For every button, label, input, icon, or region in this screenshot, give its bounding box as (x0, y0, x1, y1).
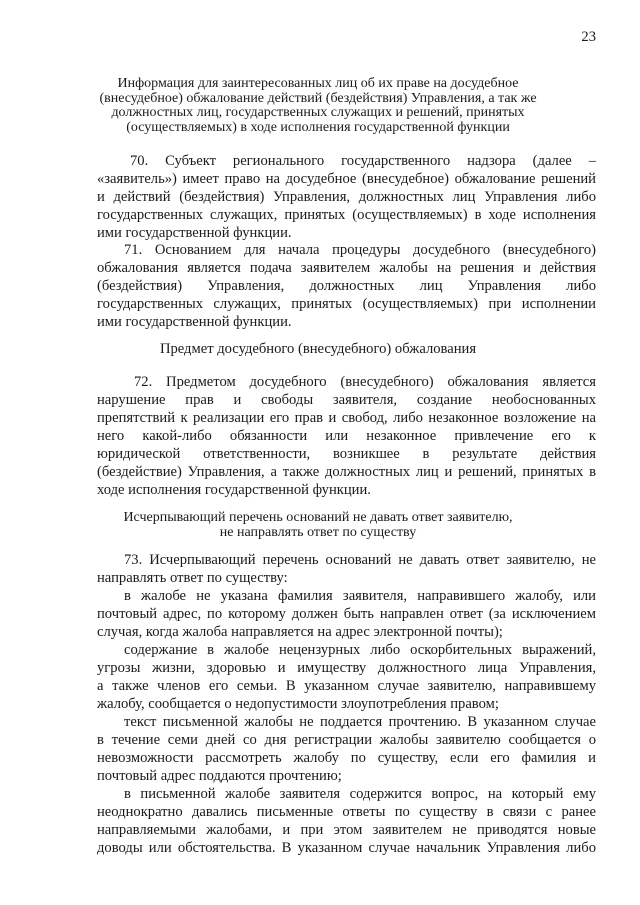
text-line: него какой-либо обязанности или незаконное привлечение его к (97, 428, 596, 444)
heading-appeal-rights (88, 77, 548, 135)
text-line: обжалования является подача заявителем жалобы на решения и действия (97, 260, 596, 276)
heading-line: не направлять ответ по существу (219, 524, 417, 540)
paragraph-73-item-b (97, 641, 596, 713)
text-line: в жалобе не указана фамилия заявителя, направившего жалобу, или (124, 588, 596, 604)
text-line: текст письменной жалобы не поддается прочтению. В указанном случае (124, 714, 596, 730)
text-line: (бездействия) Управления, должностных лиц Управления либо (97, 278, 596, 294)
text-line: а также членов его семьи. В указанном случае заявителю, направившему (97, 678, 596, 694)
text-line: юридической ответственности, возникшее в результате действия (97, 446, 596, 462)
paragraph-73-item-d (97, 785, 596, 857)
text-line: невозможности рассмотреть жалобу по существу, если его фамилия и (97, 750, 596, 766)
text-line: и действий (бездействия) Управления, должностных лиц Управления либо (97, 189, 596, 205)
heading-appeal-subject: Предмет досудебного (внесудебного) обжалования (159, 341, 477, 357)
text-line: доводы или обстоятельства. В указанном случае начальник Управления либо (97, 840, 596, 856)
heading-line: должностных лиц, государственных служащих и решений, принятых (111, 105, 525, 120)
text-line: государственных служащих, принятых (осуществляемых) в ходе исполнения (97, 207, 596, 223)
text-line: в письменной жалобе заявителя содержится вопрос, на который ему (124, 786, 596, 802)
text-line: содержание в жалобе нецензурных либо оскорбительных выражений, (124, 642, 596, 658)
heading-line: (внесудебное) обжалование действий (бездействия) Управления, а так же (99, 90, 537, 106)
text-line: 73. Исчерпывающий перечень оснований не давать ответ заявителю, не (124, 552, 596, 568)
text-line: угрозы жизни, здоровью и имуществу должностного лица Управления, (97, 660, 596, 676)
text-line: направлять ответ по существу: (97, 570, 288, 586)
text-line: неоднократно давались письменные ответы по существу в связи с ранее (97, 804, 596, 820)
text-line: направляемыми жалобами, и при этом заявителем не приводятся новые (97, 822, 596, 838)
text-line: 72. Предметом досудебного (внесудебного) обжалования является (134, 374, 596, 390)
heading-refusal-grounds (88, 511, 548, 540)
text-line: почтовый адрес, по которому должен быть направлен ответ (за исключением (97, 606, 596, 622)
text-line: ими государственной функции. (97, 314, 292, 330)
text-line: в течение семи дней со дня регистрации жалобы заявителю сообщается о (97, 732, 596, 748)
paragraph-71 (97, 241, 596, 331)
text-line: препятствий к реализации его прав и свобод, либо незаконное возложение на (97, 410, 596, 426)
paragraph-70 (97, 152, 596, 242)
heading-line: Информация для заинтересованных лиц об их праве на досудебное (117, 76, 519, 91)
page-number: 23 (581, 29, 596, 45)
text-line: 71. Основанием для начала процедуры досудебного (внесудебного) (124, 242, 596, 258)
text-line: 70. Субъект регионального государственного надзора (далее – (130, 153, 596, 169)
paragraph-73-item-c (97, 713, 596, 785)
paragraph-73 (97, 551, 596, 587)
paragraph-72 (97, 373, 596, 499)
paragraph-73-item-a (97, 587, 596, 641)
text-line: нарушение прав и свободы заявителя, создание необоснованных (97, 392, 596, 408)
text-line: случая, когда жалоба направляется на адрес электронной почты); (97, 624, 503, 640)
text-line: (бездействие) Управления, а также должностных лиц и решений, принятых в (97, 464, 596, 480)
text-line: жалобу, сообщается о недопустимости злоупотребления правом; (97, 696, 499, 712)
text-line: «заявитель») имеет право на досудебное (внесудебное) обжалование решений (97, 171, 596, 187)
heading-line: Исчерпывающий перечень оснований не давать ответ заявителю, (123, 510, 513, 525)
text-line: ходе исполнения государственной функции. (97, 482, 371, 498)
text-line: почтовый адрес поддаются прочтению; (97, 768, 342, 784)
heading-line: (осуществляемых) в ходе исполнения государственной функции (126, 119, 510, 135)
text-line: ими государственной функции. (97, 225, 292, 241)
text-line: государственных служащих, принятых (осуществляемых) при исполнении (97, 296, 596, 312)
